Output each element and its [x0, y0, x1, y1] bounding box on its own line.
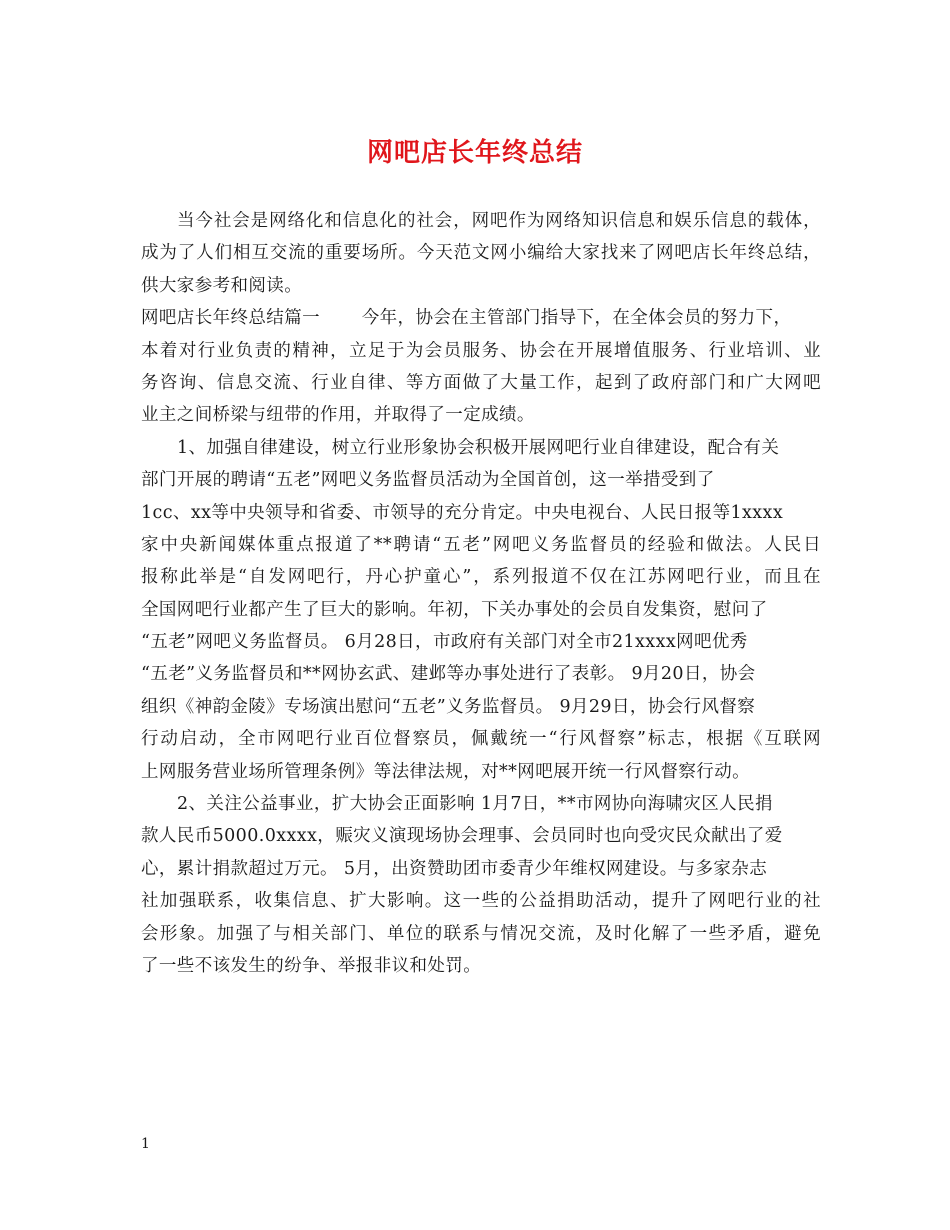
- text-line: 供大家参考和阅读。: [141, 275, 303, 296]
- text-line: 社加强联系，收集信息、扩大影响。这一些的公益捐助活动，提升了网吧行业的社: [141, 891, 821, 912]
- text-line: 报称此举是“自发网吧行，丹心护童心”，系列报道不仅在江苏网吧行业，而且在: [141, 567, 821, 588]
- text-line: “五老”网吧义务监督员。 6月28日，市政府有关部门对全市21xxxx网吧优秀: [141, 632, 748, 653]
- text-line: 心，累计捐款超过万元。 5月，出资赞助团市委青少年维权网建设。与多家杂志: [141, 858, 768, 879]
- text-line: 了一些不该发生的纷争、举报非议和处罚。: [141, 955, 482, 976]
- page-number: 1: [141, 1136, 150, 1152]
- text-line: 上网服务营业场所管理条例》等法律法规，对**网吧展开统一行风督察行动。: [141, 761, 750, 782]
- text-line: 业主之间桥梁与纽带的作用，并取得了一定成绩。: [141, 405, 535, 426]
- text-line: 1、加强自律建设，树立行业形象协会积极开展网吧行业自律建设，配合有关: [177, 437, 780, 458]
- text-line: 行动启动，全市网吧行业百位督察员，佩戴统一“行风督察”标志，根据《互联网: [141, 729, 821, 750]
- text-line: 网吧店长年终总结篇一 今年，协会在主管部门指导下，在全体会员的努力下，: [141, 308, 792, 329]
- document-body: [141, 205, 821, 982]
- text-line: 当今社会是网络化和信息化的社会，网吧作为网络知识信息和娱乐信息的载体，: [177, 211, 821, 231]
- text-line: 成为了人们相互交流的重要场所。今天范文网小编给大家找来了网吧店长年终总结，: [141, 243, 821, 264]
- text-line: 会形象。加强了与相关部门、单位的联系与情况交流，及时化解了一些矛盾，避免: [141, 923, 821, 944]
- text-line: 1cc、xx等中央领导和省委、市领导的充分肯定。中央电视台、人民日报等1xxxx: [141, 502, 784, 523]
- text-line: 全国网吧行业都产生了巨大的影响。年初，下关办事处的会员自发集资，慰问了: [141, 599, 768, 620]
- document-title: 网吧店长年终总结: [366, 138, 583, 168]
- text-line: 款人民币5000.0xxxx，赈灾义演现场协会理事、会员同时也向受灾民众献出了爱: [141, 826, 783, 847]
- text-line: “五老”义务监督员和**网协玄武、建邺等办事处进行了表彰。 9月20日，协会: [141, 664, 756, 685]
- text-line: 家中央新闻媒体重点报道了**聘请“五老”网吧义务监督员的经验和做法。人民日: [141, 534, 821, 555]
- text-line: 部门开展的聘请“五老”网吧义务监督员活动为全国首创，这一举措受到了: [141, 470, 715, 491]
- text-line: 本着对行业负责的精神，立足于为会员服务、协会在开展增值服务、行业培训、业: [141, 340, 821, 361]
- text-line: 组织《神韵金陵》专场演出慰问“五老”义务监督员。 9月29日，协会行风督察: [141, 696, 756, 717]
- text-line: 务咨询、信息交流、行业自律、等方面做了大量工作，起到了政府部门和广大网吧: [141, 372, 821, 393]
- text-line: 2、关注公益事业，扩大协会正面影响 1月7日，**市网协向海啸灾区人民捐: [177, 794, 773, 815]
